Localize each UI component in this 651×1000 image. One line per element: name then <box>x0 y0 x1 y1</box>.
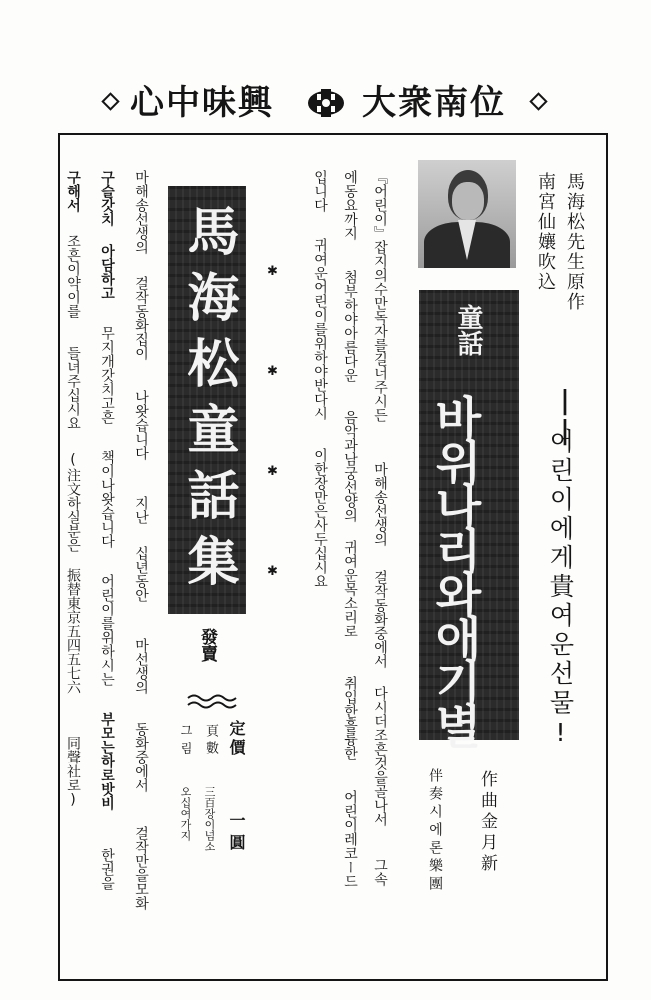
book-text-1c: 나왓습니다 <box>133 390 149 460</box>
book-text-3a: 구해서 <box>65 170 81 212</box>
record-text-2f: 어린이레코ー드 <box>342 790 358 888</box>
book-title-panel <box>168 186 246 614</box>
diamond-ornament-right <box>529 92 547 110</box>
price-value: 一圓 <box>227 812 246 856</box>
tagline: 어린이에게貴여운선물! <box>546 428 575 751</box>
compass-emblem-icon <box>307 84 345 122</box>
book-text-2e: 어린이를위하시는 <box>99 574 115 686</box>
book-text-1h: 걸작만을모화 <box>133 826 149 910</box>
record-text-2c: 음악과남궁선양의 <box>342 410 358 522</box>
book-text-2b: 아담하고 <box>99 244 115 300</box>
record-text-1e: 그속 <box>372 858 388 886</box>
star-ornament: ✱ <box>267 464 278 479</box>
record-text-3a: 입니다 <box>312 170 328 212</box>
advertisement-header <box>100 80 550 126</box>
wave-divider-icon <box>186 692 242 712</box>
book-text-2d: 책이나왓습니다 <box>99 450 115 548</box>
diamond-ornament-left <box>101 92 119 110</box>
pages-value: 三百장이넘소 <box>203 786 216 852</box>
book-title: 馬海松童話集 <box>178 204 238 600</box>
book-text-1e: 십년동안 <box>133 546 149 602</box>
record-text-1c: 걸작동화중에서 <box>372 570 388 668</box>
book-text-1f: 마선생의 <box>133 638 149 694</box>
price-label: 定價 <box>227 720 246 758</box>
pictures-value: 오십여가지 <box>179 786 192 841</box>
release-label: 發賣 <box>197 628 217 662</box>
book-text-3c: 들녀주십시요 <box>65 346 81 430</box>
record-text-2b: 첨부하야아름다운 <box>342 270 358 382</box>
tagline-mark: || <box>550 386 580 446</box>
pictures-label: 그림 <box>179 724 193 760</box>
star-ornament: ✱ <box>267 364 278 379</box>
record-title-panel <box>419 290 519 746</box>
record-text-2a: 에동요까지 <box>342 170 358 240</box>
book-text-3f: 同聲社로) <box>65 736 81 808</box>
record-label: 童話 <box>453 304 483 356</box>
header-text-right: 大衆南位 <box>362 83 506 123</box>
record-text-3c: 이한장만은사두십시요 <box>312 448 328 588</box>
record-text-3b: 귀여운어린이를위하야반다시 <box>312 238 328 420</box>
singer-credit: 南宮仙孃吹込 <box>535 172 556 292</box>
record-text-2e: 취입한흘륭한 <box>342 676 358 760</box>
record-text-1d: 다시더조흔것을골나서 <box>372 686 388 826</box>
book-text-1a: 마해송선생의 <box>133 170 149 254</box>
book-text-3d: (注文하실분은 <box>65 452 81 552</box>
record-text-1a: 『어린이』잡지의수만독자를길너주시든 <box>372 170 388 422</box>
composer-credit: 作曲金月新 <box>477 770 497 875</box>
book-text-1b: 걸작동화집이 <box>133 276 149 360</box>
pages-label: 頁數 <box>203 724 218 758</box>
author-credit: 馬海松先生原作 <box>564 172 585 312</box>
record-text-1b: 마해송선생의 <box>372 462 388 546</box>
accompaniment-credit: 伴奏시에론樂團 <box>427 768 443 894</box>
star-ornament: ✱ <box>267 564 278 579</box>
book-text-2g: 한권을 <box>99 848 115 890</box>
record-text-2d: 귀여운목소리로 <box>342 540 358 638</box>
star-ornament: ✱ <box>267 264 278 279</box>
book-text-3b: 조흔이약이를 <box>65 234 81 318</box>
book-text-3e: 振替東京五四五七六 <box>65 568 81 694</box>
book-text-2c: 무지개갓치고흔 <box>99 326 115 424</box>
book-text-2f: 부모는하로밧비 <box>99 712 115 810</box>
book-text-1g: 동화중에서 <box>133 722 149 792</box>
book-text-2a: 구슬갓치 <box>99 170 115 226</box>
author-portrait-image <box>418 160 516 268</box>
record-title: 바위나리와애기별 <box>427 394 482 746</box>
header-text-left: 心中味興 <box>130 83 274 123</box>
book-text-1d: 지난 <box>133 496 149 524</box>
